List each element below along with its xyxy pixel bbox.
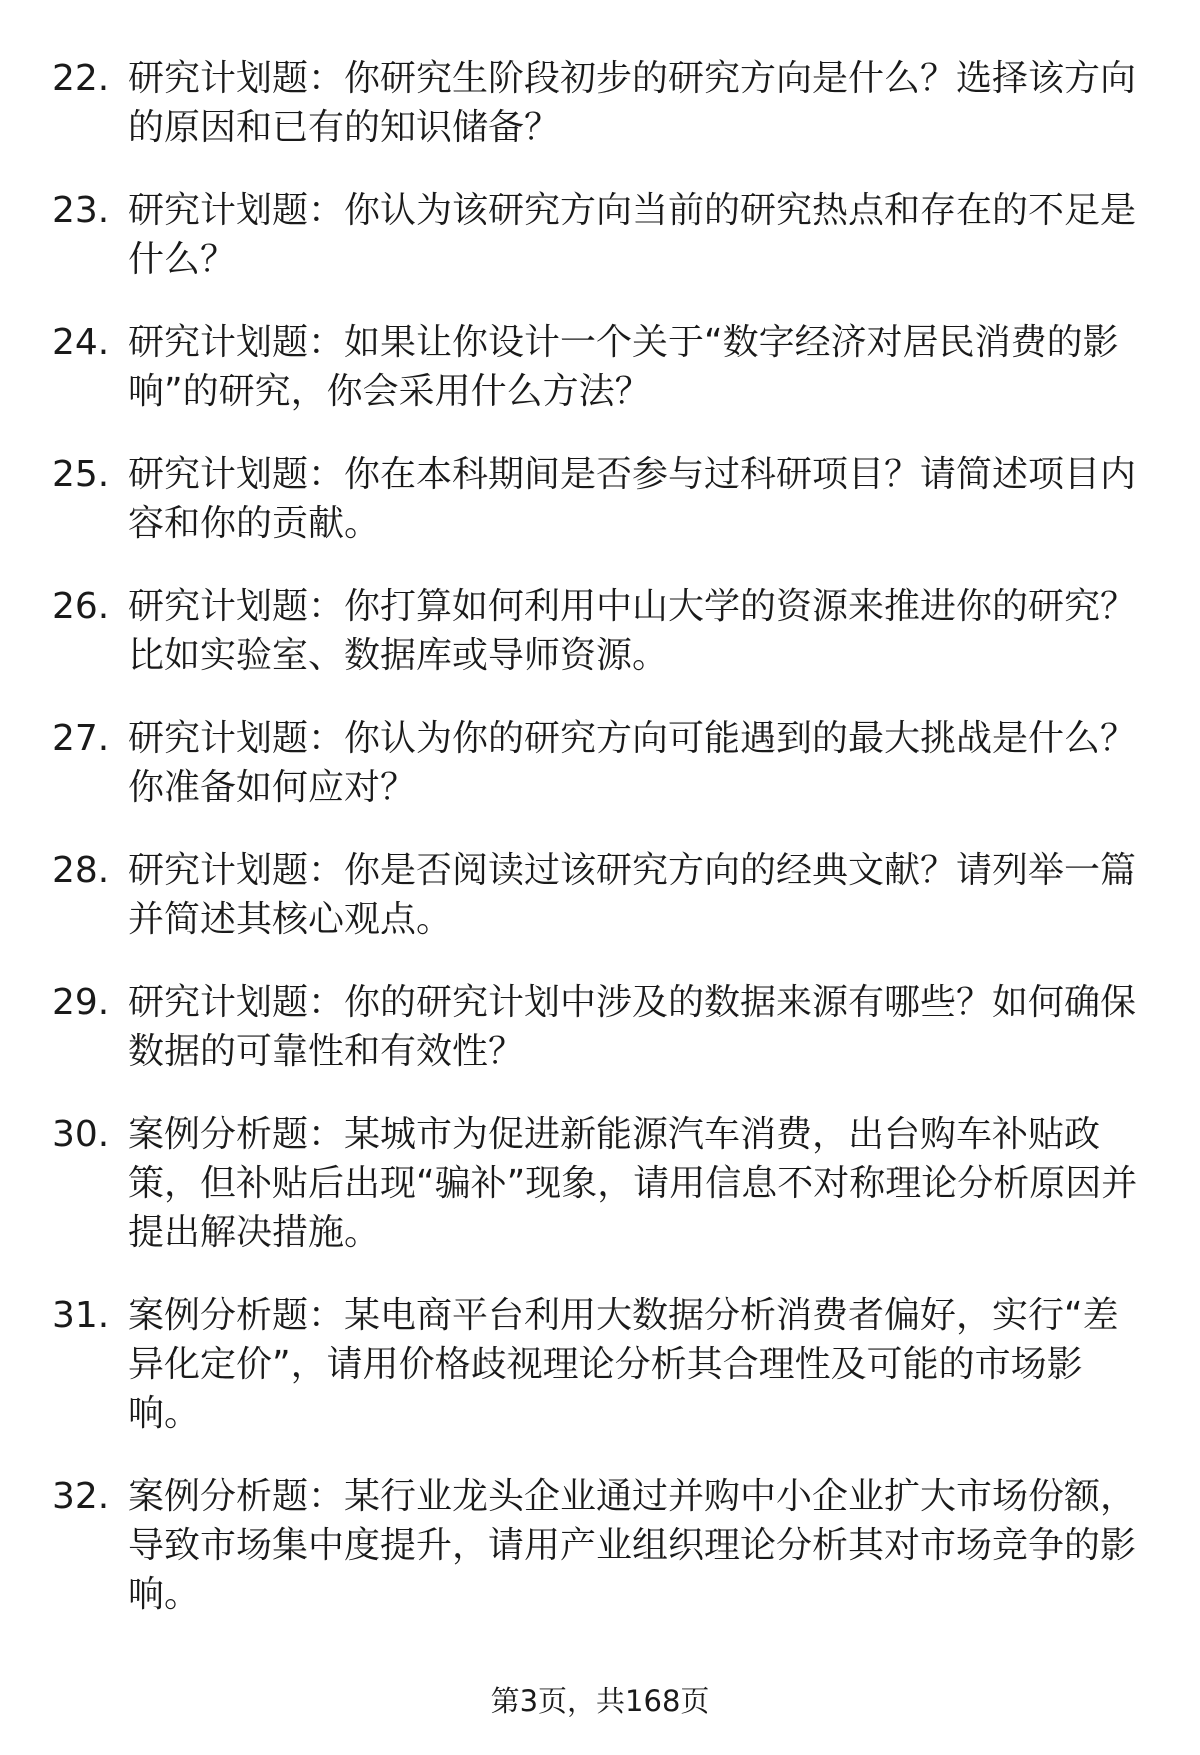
question-number: 27.	[52, 718, 110, 759]
question-number: 32.	[52, 1476, 110, 1517]
question-number: 24.	[52, 322, 110, 363]
question-text: 研究计划题：如果让你设计一个关于“数字经济对居民消费的影响”的研究，你会采用什么方法？	[128, 322, 1119, 412]
page-footer: 第3页，共168页	[490, 1684, 710, 1718]
question-text: 研究计划题：你认为该研究方向当前的研究热点和存在的不足是什么？	[128, 190, 1137, 280]
question-item	[52, 582, 1152, 680]
question-item	[52, 186, 1152, 284]
question-list	[52, 54, 1152, 1653]
question-number: 30.	[52, 1114, 110, 1155]
question-text: 案例分析题：某城市为促进新能源汽车消费，出台购车补贴政策，但补贴后出现“骗补”现象，请用信息不对称理论分析原因并提出解决措施。	[128, 1114, 1138, 1253]
question-number: 28.	[52, 850, 110, 891]
question-text: 研究计划题：你是否阅读过该研究方向的经典文献？请列举一篇并简述其核心观点。	[128, 850, 1137, 940]
question-number: 26.	[52, 586, 110, 627]
question-item	[52, 1472, 1152, 1619]
question-item	[52, 450, 1152, 548]
question-number: 31.	[52, 1295, 110, 1336]
question-item	[52, 978, 1152, 1076]
question-item	[52, 318, 1152, 416]
question-number: 29.	[52, 982, 110, 1023]
question-item	[52, 1291, 1152, 1438]
question-text: 研究计划题：你认为你的研究方向可能遇到的最大挑战是什么？你准备如何应对？	[128, 718, 1137, 808]
question-item	[52, 54, 1152, 152]
question-text: 研究计划题：你在本科期间是否参与过科研项目？请简述项目内容和你的贡献。	[128, 454, 1137, 544]
question-number: 22.	[52, 58, 110, 99]
question-text: 研究计划题：你打算如何利用中山大学的资源来推进你的研究？比如实验室、数据库或导师资源。	[128, 586, 1137, 676]
question-text: 研究计划题：你的研究计划中涉及的数据来源有哪些？如何确保数据的可靠性和有效性？	[128, 982, 1137, 1072]
question-number: 23.	[52, 190, 110, 231]
question-number: 25.	[52, 454, 110, 495]
question-item	[52, 1110, 1152, 1257]
question-text: 研究计划题：你研究生阶段初步的研究方向是什么？选择该方向的原因和已有的知识储备？	[128, 58, 1137, 148]
question-item	[52, 714, 1152, 812]
question-text: 案例分析题：某电商平台利用大数据分析消费者偏好，实行“差异化定价”，请用价格歧视理论分析其合理性及可能的市场影响。	[128, 1295, 1119, 1434]
question-text: 案例分析题：某行业龙头企业通过并购中小企业扩大市场份额，导致市场集中度提升，请用产业组织理论分析其对市场竞争的影响。	[128, 1476, 1137, 1615]
question-item	[52, 846, 1152, 944]
